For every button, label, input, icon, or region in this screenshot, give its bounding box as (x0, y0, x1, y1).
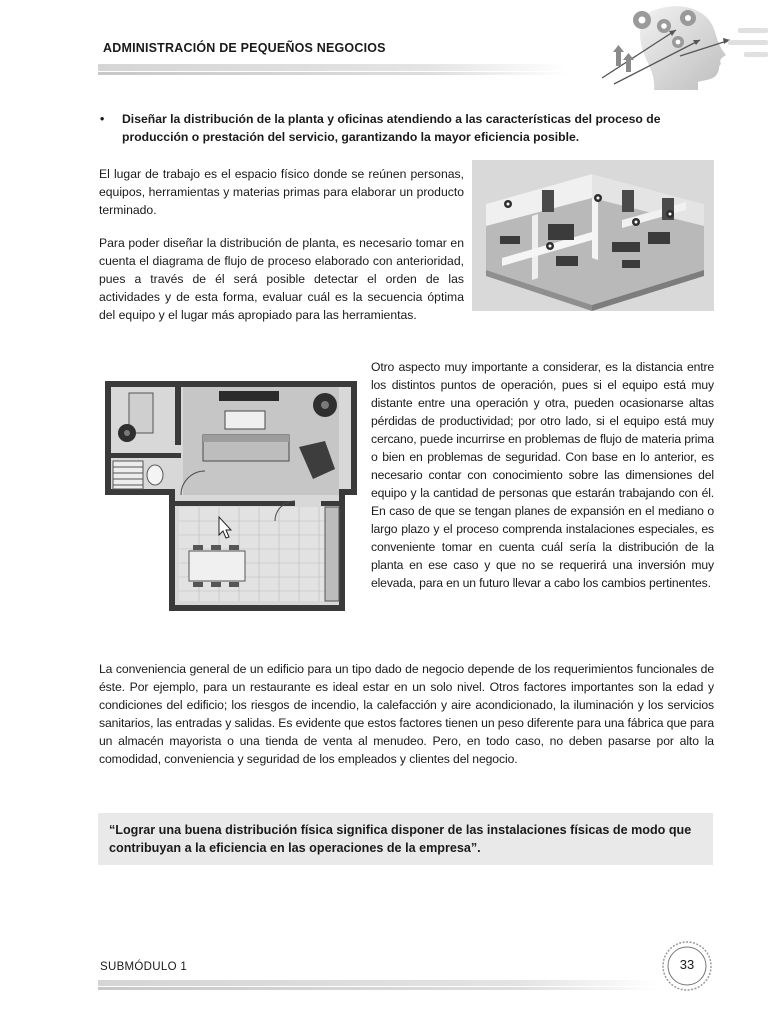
page-number-badge (661, 940, 713, 992)
quote-text: “Lograr una buena distribución física significa disponer de las instalaciones físicas de modo que contribuyan a la eficiencia en las operaciones de la empresa”. (109, 823, 692, 855)
paragraph-plant-layout: Para poder diseñar la distribución de planta, es necesario tomar en cuenta el diagrama de flujo de proceso elaborado con anterioridad, pues a través de él será posible detectar el orden de las actividades y de esta forma, evaluar cuál es la secuencia óptima del equipo y el lugar más apropiado para las herramientas. (99, 236, 464, 322)
gears-head-icon (580, 0, 768, 90)
bullet-symbol: • (100, 112, 105, 126)
office-3d-illustration (472, 160, 714, 311)
paragraph-operation-distance: Otro aspecto muy importante a considerar, es la distancia entre los distintos puntos de operación, pues si el equipo está muy distante entre una operación y otra, pueden ocasionarse altas pérdidas de productividad; por otro lado, si el equipo está muy cercano, puede incurrirse en problemas de flujo de materia prima o bien en problemas de seguridad. Con base en lo anterior, es necesario contar con conocimiento sobre las dimensiones del equipo y la cantidad de personas que estarán trabajando con él. En caso de que se tengan planes de expansión en el mediano o largo plazo y el proceso comprenda instalaciones especiales, es conveniente tomar en cuenta cuál sería la distribución de la planta en ese caso y que no se requerirá una inversión muy elevada, para en un futuro llevar a cabo los cambios pertinentes. (371, 360, 714, 590)
paragraph-building-convenience: La conveniencia general de un edificio para un tipo dado de negocio depende de los requerimientos funcionales de éste. Por ejemplo, para un restaurante es ideal estar en un solo nivel. Otros factores importantes son la edad y condiciones del edificio; los riesgos de incendio, la calefacción y aire acondicionado, la iluminación y los servicios sanitarios, las entradas y salidas. Es evidente que estos factores tienen un peso diferente para una fábrica que para un almacén mayorista o una tienda de venta al menudeo. Pero, en todo caso, no deben pasarse por alto la comodidad, conveniencia y seguridad de los empleados y clientes del negocio. (99, 662, 714, 766)
quote-box (98, 813, 713, 865)
paragraph-workplace: El lugar de trabajo es el espacio físico donde se reúnen personas, equipos, herramientas y materias primas para elaborar un producto terminado. (99, 167, 464, 217)
bullet-text: Diseñar la distribución de la planta y oficinas atendiendo a las características del proceso de producción o prestación del servicio, garantizando la mayor eficiencia posible. (122, 112, 661, 144)
header-rule (98, 64, 568, 71)
footer-rule (98, 980, 658, 986)
header-rule-secondary (98, 72, 568, 75)
page-number: 33 (679, 957, 695, 972)
floor-plan-illustration (99, 375, 361, 615)
header-title: ADMINISTRACIÓN DE PEQUEÑOS NEGOCIOS (103, 41, 386, 55)
footer-rule-secondary (98, 987, 658, 990)
footer-title: SUBMÓDULO 1 (100, 961, 188, 973)
